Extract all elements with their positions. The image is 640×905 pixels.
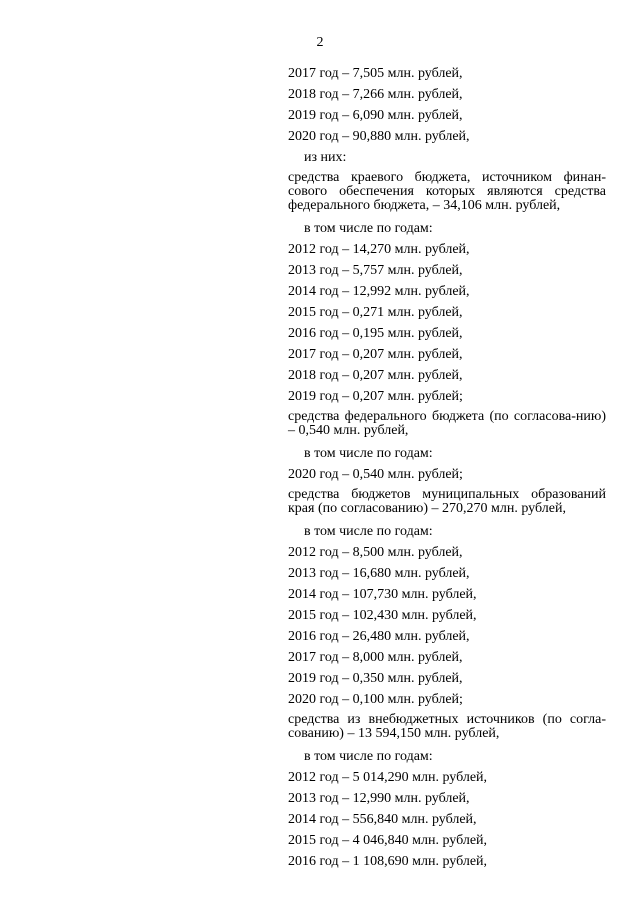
year-amount-line: 2016 год – 26,480 млн. рублей, — [288, 629, 470, 644]
year-amount-line: 2019 год – 0,350 млн. рублей, — [288, 671, 463, 686]
section-intro-line: в том числе по годам: — [304, 524, 433, 539]
year-amount-line: 2017 год – 7,505 млн. рублей, — [288, 66, 463, 81]
year-amount-line: 2012 год – 14,270 млн. рублей, — [288, 242, 470, 257]
year-amount-line: 2015 год – 4 046,840 млн. рублей, — [288, 833, 488, 848]
year-amount-line: 2012 год – 5 014,290 млн. рублей, — [288, 770, 488, 785]
year-amount-line: 2013 год – 5,757 млн. рублей, — [288, 263, 463, 278]
year-amount-line: 2013 год – 12,990 млн. рублей, — [288, 791, 470, 806]
funding-paragraph: средства федерального бюджета (по согласова-нию) – 0,540 млн. рублей, — [288, 409, 606, 438]
section-intro-line: в том числе по годам: — [304, 749, 433, 764]
section-intro-line: в том числе по годам: — [304, 446, 433, 461]
funding-paragraph: средства из внебюджетных источников (по согла-сованию) – 13 594,150 млн. рублей, — [288, 712, 606, 741]
funding-paragraph: средства краевого бюджета, источником финан-сового обеспечения которых являются средства федерального бюджета, – 34,106 млн. рублей, — [288, 170, 606, 213]
year-amount-line: 2019 год – 6,090 млн. рублей, — [288, 108, 463, 123]
document-body — [288, 63, 606, 872]
year-amount-line: 2014 год – 556,840 млн. рублей, — [288, 812, 477, 827]
section-intro-line: из них: — [304, 150, 347, 165]
funding-paragraph: средства бюджетов муниципальных образований края (по согласованию) – 270,270 млн. рублей, — [288, 487, 606, 516]
year-amount-line: 2018 год – 7,266 млн. рублей, — [288, 87, 463, 102]
year-amount-line: 2012 год – 8,500 млн. рублей, — [288, 545, 463, 560]
section-intro-line: в том числе по годам: — [304, 221, 433, 236]
year-amount-line: 2015 год – 0,271 млн. рублей, — [288, 305, 463, 320]
year-amount-line: 2014 год – 12,992 млн. рублей, — [288, 284, 470, 299]
year-amount-line: 2016 год – 0,195 млн. рублей, — [288, 326, 463, 341]
year-amount-line: 2018 год – 0,207 млн. рублей, — [288, 368, 463, 383]
year-amount-line: 2019 год – 0,207 млн. рублей; — [288, 389, 463, 404]
year-amount-line: 2017 год – 0,207 млн. рублей, — [288, 347, 463, 362]
year-amount-line: 2014 год – 107,730 млн. рублей, — [288, 587, 477, 602]
year-amount-line: 2017 год – 8,000 млн. рублей, — [288, 650, 463, 665]
year-amount-line: 2016 год – 1 108,690 млн. рублей, — [288, 854, 488, 869]
year-amount-line: 2015 год – 102,430 млн. рублей, — [288, 608, 477, 623]
year-amount-line: 2020 год – 90,880 млн. рублей, — [288, 129, 470, 144]
year-amount-line: 2013 год – 16,680 млн. рублей, — [288, 566, 470, 581]
year-amount-line: 2020 год – 0,540 млн. рублей; — [288, 467, 463, 482]
page-number: 2 — [316, 35, 324, 50]
year-amount-line: 2020 год – 0,100 млн. рублей; — [288, 692, 463, 707]
